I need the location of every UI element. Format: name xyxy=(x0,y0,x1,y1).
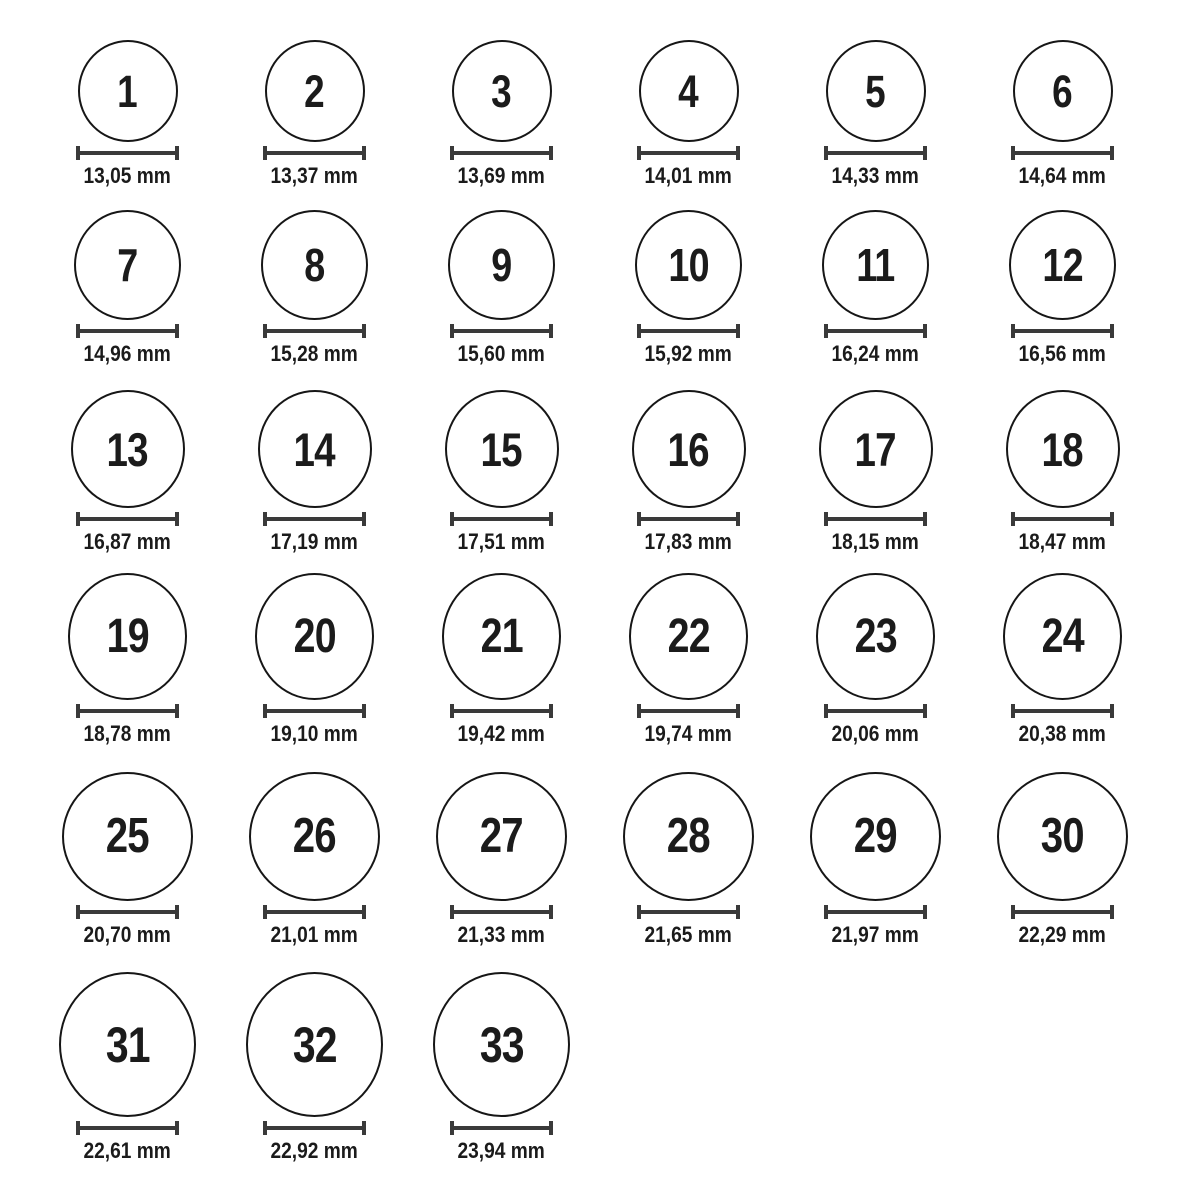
ring-size-number: 30 xyxy=(1040,809,1085,863)
ring-circle xyxy=(810,772,941,901)
ring-item xyxy=(595,772,782,946)
diameter-label: 15,28 mm xyxy=(270,341,359,366)
ring-item xyxy=(969,210,1156,365)
diameter-label: 19,10 mm xyxy=(270,721,359,746)
diameter-label: 13,05 mm xyxy=(83,163,172,188)
diameter-measure-line xyxy=(1011,905,1114,919)
ring-size-number: 33 xyxy=(479,1016,524,1073)
ring-item xyxy=(408,40,595,187)
diameter-measure-line xyxy=(263,512,366,526)
ring-item xyxy=(595,390,782,553)
ring-circle xyxy=(74,210,181,320)
diameter-measure-line xyxy=(824,512,927,526)
ring-item xyxy=(221,40,408,187)
ring-size-number: 5 xyxy=(865,65,886,117)
ring-item xyxy=(782,210,969,365)
ring-circle xyxy=(258,390,372,508)
diameter-label: 13,69 mm xyxy=(457,163,546,188)
diameter-label: 21,65 mm xyxy=(644,922,733,947)
ring-circle xyxy=(635,210,742,320)
ring-circle xyxy=(249,772,380,901)
ring-circle xyxy=(265,40,365,142)
ring-item xyxy=(969,573,1156,745)
diameter-measure-line xyxy=(263,1121,366,1135)
ring-circle xyxy=(632,390,746,508)
ring-circle xyxy=(442,573,561,700)
diameter-measure-line xyxy=(1011,146,1114,160)
ring-circle xyxy=(816,573,935,700)
ring-circle xyxy=(1009,210,1116,320)
ring-circle xyxy=(819,390,933,508)
diameter-label: 16,56 mm xyxy=(1018,341,1107,366)
diameter-label: 15,92 mm xyxy=(644,341,733,366)
diameter-label: 21,97 mm xyxy=(831,922,920,947)
ring-circle xyxy=(623,772,754,901)
diameter-label: 16,24 mm xyxy=(831,341,920,366)
ring-circle xyxy=(78,40,178,142)
diameter-label: 20,06 mm xyxy=(831,721,920,746)
ring-item xyxy=(34,772,221,946)
diameter-label: 18,78 mm xyxy=(83,721,172,746)
ring-item xyxy=(221,772,408,946)
diameter-label: 14,33 mm xyxy=(831,163,920,188)
ring-size-number: 11 xyxy=(856,239,895,291)
ring-circle xyxy=(822,210,929,320)
ring-circle xyxy=(452,40,552,142)
diameter-label: 21,33 mm xyxy=(457,922,546,947)
diameter-label: 22,92 mm xyxy=(270,1138,359,1163)
chart-row-6 xyxy=(34,972,595,1162)
ring-item xyxy=(221,972,408,1162)
ring-circle xyxy=(255,573,374,700)
ring-item xyxy=(595,40,782,187)
ring-size-number: 14 xyxy=(293,422,336,476)
ring-circle xyxy=(246,972,383,1117)
ring-circle xyxy=(1006,390,1120,508)
diameter-measure-line xyxy=(637,324,740,338)
ring-circle xyxy=(629,573,748,700)
diameter-label: 17,83 mm xyxy=(644,529,733,554)
diameter-measure-line xyxy=(824,146,927,160)
ring-size-number: 18 xyxy=(1041,422,1084,476)
diameter-measure-line xyxy=(824,704,927,718)
ring-size-number: 16 xyxy=(667,422,710,476)
diameter-measure-line xyxy=(824,905,927,919)
ring-size-number: 22 xyxy=(667,609,710,663)
diameter-measure-line xyxy=(76,146,179,160)
diameter-measure-line xyxy=(76,512,179,526)
diameter-label: 20,38 mm xyxy=(1018,721,1107,746)
ring-size-number: 25 xyxy=(105,809,150,863)
ring-item xyxy=(34,40,221,187)
ring-size-number: 28 xyxy=(666,809,711,863)
ring-item xyxy=(782,573,969,745)
ring-size-number: 26 xyxy=(292,809,337,863)
chart-row-2 xyxy=(34,210,1156,365)
ring-item xyxy=(969,390,1156,553)
ring-size-number: 6 xyxy=(1052,65,1073,117)
diameter-measure-line xyxy=(637,146,740,160)
ring-circle xyxy=(445,390,559,508)
ring-size-number: 3 xyxy=(491,65,512,117)
ring-circle xyxy=(997,772,1128,901)
ring-circle xyxy=(448,210,555,320)
diameter-label: 13,37 mm xyxy=(270,163,359,188)
ring-size-number: 9 xyxy=(491,239,512,291)
chart-row-5 xyxy=(34,772,1156,946)
ring-size-number: 20 xyxy=(293,609,336,663)
diameter-label: 14,64 mm xyxy=(1018,163,1107,188)
ring-size-number: 21 xyxy=(480,609,523,663)
ring-size-number: 10 xyxy=(668,239,709,291)
ring-size-number: 12 xyxy=(1042,239,1083,291)
ring-item xyxy=(408,390,595,553)
diameter-measure-line xyxy=(76,1121,179,1135)
ring-item xyxy=(34,573,221,745)
diameter-label: 19,42 mm xyxy=(457,721,546,746)
diameter-label: 19,74 mm xyxy=(644,721,733,746)
diameter-label: 17,19 mm xyxy=(270,529,359,554)
diameter-measure-line xyxy=(76,324,179,338)
ring-item xyxy=(969,772,1156,946)
chart-row-4 xyxy=(34,573,1156,745)
ring-circle xyxy=(261,210,368,320)
ring-item xyxy=(34,390,221,553)
diameter-measure-line xyxy=(450,146,553,160)
diameter-label: 18,15 mm xyxy=(831,529,920,554)
diameter-measure-line xyxy=(450,1121,553,1135)
ring-circle xyxy=(1003,573,1122,700)
ring-circle xyxy=(639,40,739,142)
diameter-label: 22,29 mm xyxy=(1018,922,1107,947)
diameter-label: 18,47 mm xyxy=(1018,529,1107,554)
ring-size-number: 15 xyxy=(480,422,523,476)
ring-circle xyxy=(68,573,187,700)
diameter-measure-line xyxy=(450,512,553,526)
diameter-label: 15,60 mm xyxy=(457,341,546,366)
ring-size-number: 24 xyxy=(1041,609,1084,663)
ring-item xyxy=(782,40,969,187)
diameter-measure-line xyxy=(76,704,179,718)
ring-size-number: 17 xyxy=(854,422,897,476)
ring-circle xyxy=(433,972,570,1117)
diameter-label: 16,87 mm xyxy=(83,529,172,554)
ring-item xyxy=(34,210,221,365)
diameter-label: 20,70 mm xyxy=(83,922,172,947)
diameter-measure-line xyxy=(263,146,366,160)
diameter-label: 23,94 mm xyxy=(457,1138,546,1163)
ring-circle xyxy=(826,40,926,142)
ring-size-number: 23 xyxy=(854,609,897,663)
diameter-measure-line xyxy=(1011,324,1114,338)
ring-item xyxy=(408,772,595,946)
diameter-measure-line xyxy=(824,324,927,338)
diameter-measure-line xyxy=(263,905,366,919)
ring-item xyxy=(408,972,595,1162)
diameter-label: 14,01 mm xyxy=(644,163,733,188)
ring-item xyxy=(595,210,782,365)
diameter-measure-line xyxy=(450,324,553,338)
ring-size-number: 13 xyxy=(106,422,149,476)
ring-size-number: 31 xyxy=(105,1016,150,1073)
ring-item xyxy=(782,772,969,946)
diameter-label: 22,61 mm xyxy=(83,1138,172,1163)
ring-size-number: 1 xyxy=(117,65,138,117)
ring-size-number: 2 xyxy=(304,65,325,117)
diameter-measure-line xyxy=(637,905,740,919)
ring-size-number: 8 xyxy=(304,239,325,291)
chart-row-1 xyxy=(34,40,1156,187)
ring-size-number: 19 xyxy=(106,609,149,663)
ring-item xyxy=(782,390,969,553)
ring-item xyxy=(221,210,408,365)
ring-item xyxy=(969,40,1156,187)
ring-item xyxy=(408,573,595,745)
ring-circle xyxy=(436,772,567,901)
ring-item xyxy=(408,210,595,365)
ring-size-number: 29 xyxy=(853,809,898,863)
ring-circle xyxy=(59,972,196,1117)
diameter-measure-line xyxy=(76,905,179,919)
diameter-measure-line xyxy=(450,704,553,718)
ring-size-number: 7 xyxy=(117,239,138,291)
diameter-label: 17,51 mm xyxy=(457,529,546,554)
ring-size-number: 27 xyxy=(479,809,524,863)
ring-size-number: 4 xyxy=(678,65,699,117)
ring-size-number: 32 xyxy=(292,1016,337,1073)
ring-item xyxy=(221,390,408,553)
ring-item xyxy=(34,972,221,1162)
diameter-measure-line xyxy=(637,704,740,718)
ring-circle xyxy=(62,772,193,901)
diameter-measure-line xyxy=(263,324,366,338)
diameter-measure-line xyxy=(637,512,740,526)
ring-item xyxy=(595,573,782,745)
ring-circle xyxy=(71,390,185,508)
diameter-measure-line xyxy=(1011,512,1114,526)
ring-circle xyxy=(1013,40,1113,142)
diameter-measure-line xyxy=(263,704,366,718)
ring-item xyxy=(221,573,408,745)
diameter-label: 14,96 mm xyxy=(83,341,172,366)
diameter-measure-line xyxy=(450,905,553,919)
chart-row-3 xyxy=(34,390,1156,553)
diameter-label: 21,01 mm xyxy=(270,922,359,947)
diameter-measure-line xyxy=(1011,704,1114,718)
